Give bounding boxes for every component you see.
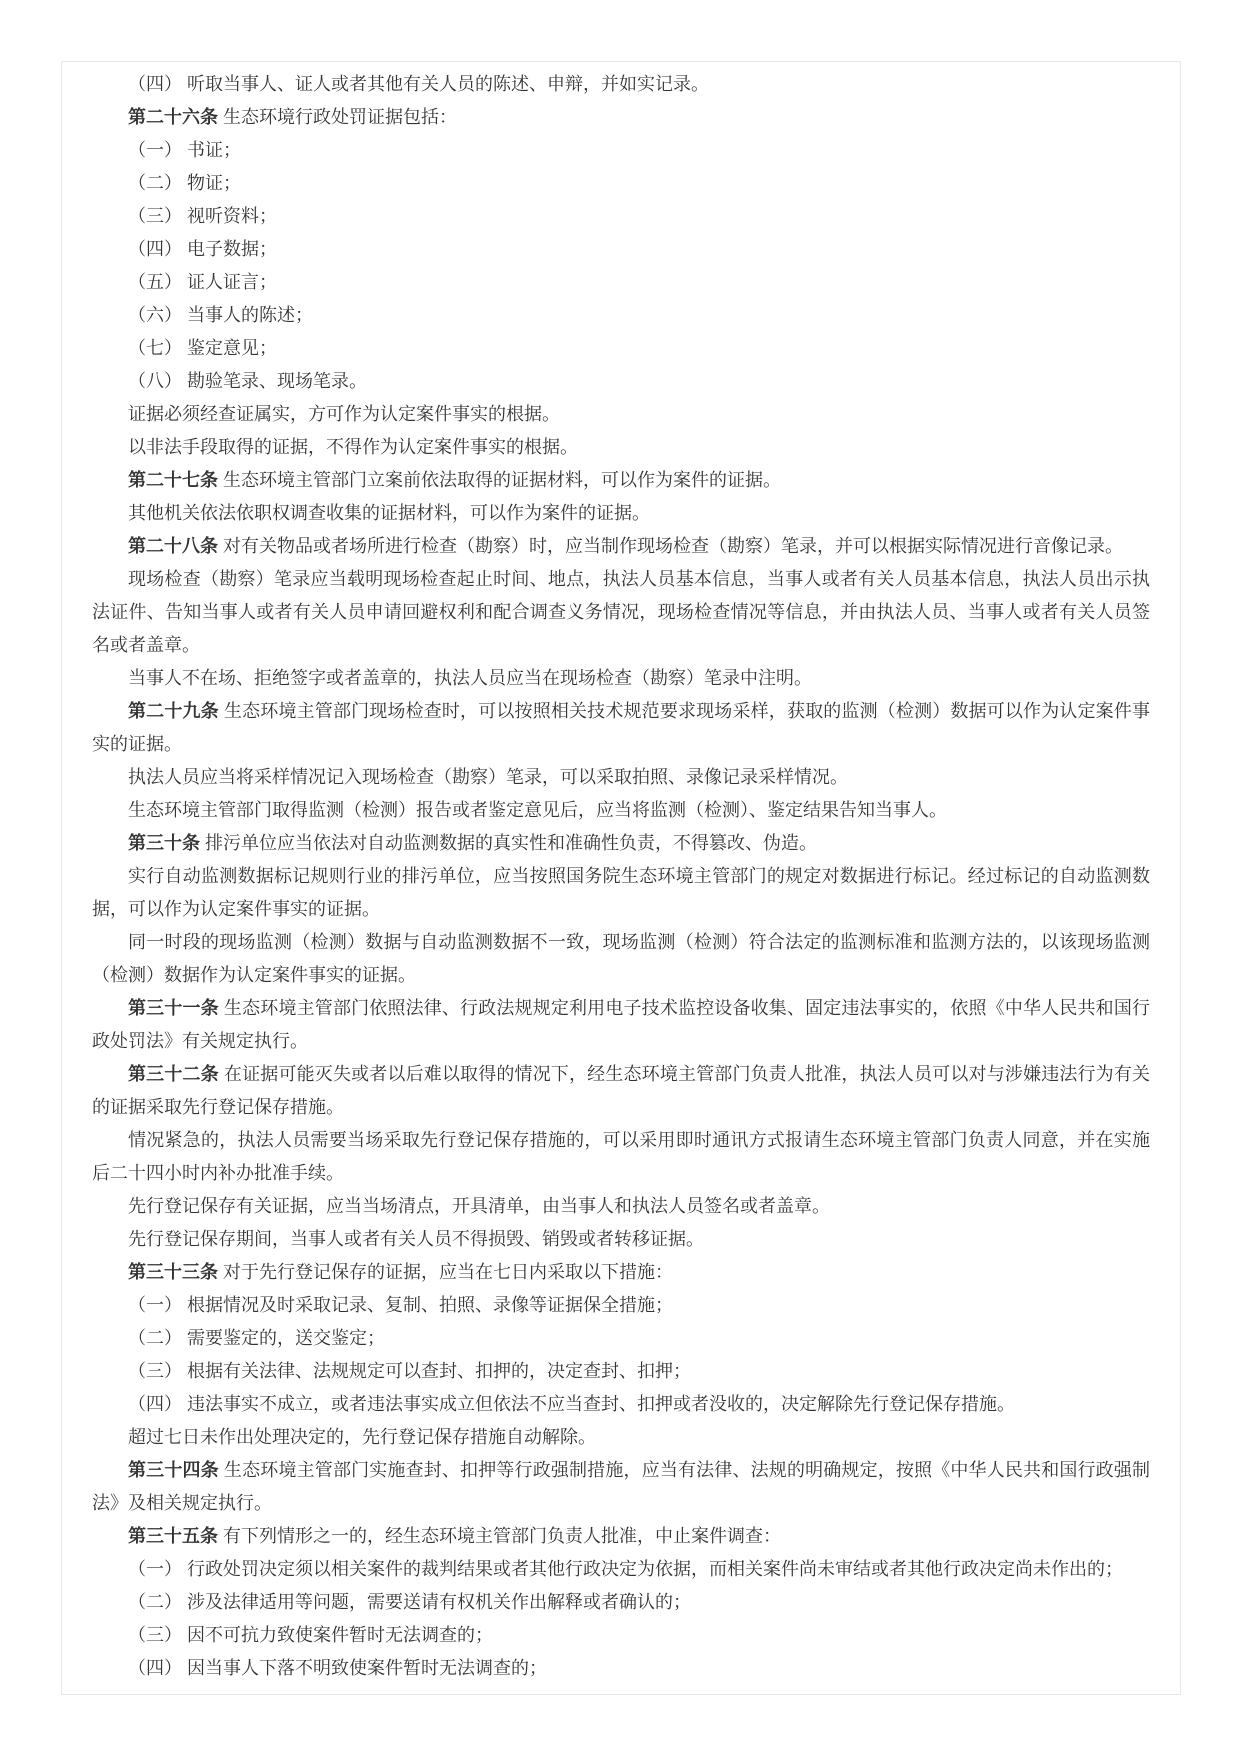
article-number: 第三十五条	[128, 1526, 218, 1546]
paragraph: 当事人不在场、拒绝签字或者盖章的，执法人员应当在现场检查（勘察）笔录中注明。	[128, 668, 812, 688]
article-paragraph: 第三十四条 生态环境主管部门实施查封、扣押等行政强制措施，应当有法律、法规的明确规定，按照《中华人民共和国行政强制法》及相关规定执行。	[92, 1460, 1151, 1513]
paragraph: （二） 物证；	[128, 173, 242, 193]
article-paragraph: 第二十六条 生态环境行政处罚证据包括：	[128, 107, 457, 127]
paragraph: （四） 违法事实不成立，或者违法事实成立但依法不应当查封、扣押或者没收的，决定解除先行登记保存措施。	[128, 1394, 1015, 1414]
article-number: 第二十八条	[128, 536, 218, 556]
paragraph: 实行自动监测数据标记规则行业的排污单位，应当按照国务院生态环境主管部门的规定对数据进行标记。经过标记的自动监测数据，可以作为认定案件事实的证据。	[92, 866, 1150, 919]
article-number: 第三十一条	[128, 998, 219, 1018]
paragraph: 以非法手段取得的证据，不得作为认定案件事实的根据。	[128, 437, 578, 457]
article-number: 第二十九条	[128, 701, 219, 721]
paragraph: 现场检查（勘察）笔录应当载明现场检查起止时间、地点，执法人员基本信息，当事人或者有关人员基本信息，执法人员出示执法证件、告知当事人或者有关人员申请回避权利和配合调查义务情况，现场检查情况等信息，并由执法人员、当事人或者有关人员签名或者盖章。	[92, 569, 1150, 655]
article-number: 第三十三条	[128, 1262, 218, 1282]
document-card	[61, 61, 1181, 1695]
paragraph: （一） 书证；	[128, 140, 242, 160]
article-number: 第三十条	[128, 833, 200, 853]
paragraph: （五） 证人证言；	[128, 272, 278, 292]
article-paragraph: 第三十一条 生态环境主管部门依照法律、行政法规规定利用电子技术监控设备收集、固定违法事实的，依照《中华人民共和国行政处罚法》有关规定执行。	[92, 998, 1151, 1051]
article-paragraph: 第三十二条 在证据可能灭失或者以后难以取得的情况下，经生态环境主管部门负责人批准，执法人员可以对与涉嫌违法行为有关的证据采取先行登记保存措施。	[92, 1064, 1151, 1117]
paragraph: 超过七日未作出处理决定的，先行登记保存措施自动解除。	[128, 1427, 596, 1447]
paragraph: 先行登记保存有关证据，应当当场清点，开具清单，由当事人和执法人员签名或者盖章。	[128, 1196, 830, 1216]
paragraph: （三） 因不可抗力致使案件暂时无法调查的；	[128, 1625, 493, 1645]
paragraph: （四） 因当事人下落不明致使案件暂时无法调查的；	[128, 1658, 547, 1678]
paragraph: （一） 行政处罚决定须以相关案件的裁判结果或者其他行政决定为依据，而相关案件尚未审结或者其他行政决定尚未作出的；	[128, 1559, 1123, 1579]
paragraph: （六） 当事人的陈述；	[128, 305, 313, 325]
article-paragraph: 第三十条 排污单位应当依法对自动监测数据的真实性和准确性负责，不得篡改、伪造。	[128, 833, 817, 853]
paragraph: （二） 需要鉴定的，送交鉴定；	[128, 1328, 385, 1348]
paragraph: （一） 根据情况及时采取记录、复制、拍照、录像等证据保全措施；	[128, 1295, 673, 1315]
paragraph: 其他机关依法依职权调查收集的证据材料，可以作为案件的证据。	[128, 503, 650, 523]
article-number: 第二十六条	[128, 107, 218, 127]
article-paragraph: 第二十九条 生态环境主管部门现场检查时，可以按照相关技术规范要求现场采样，获取的监测（检测）数据可以作为认定案件事实的证据。	[92, 701, 1151, 754]
article-paragraph: 第三十五条 有下列情形之一的，经生态环境主管部门负责人批准，中止案件调查：	[128, 1526, 781, 1546]
paragraph: （三） 根据有关法律、法规规定可以查封、扣押的，决定查封、扣押；	[128, 1361, 691, 1381]
article-paragraph: 第三十三条 对于先行登记保存的证据，应当在七日内采取以下措施：	[128, 1262, 673, 1282]
article-paragraph: 第二十八条 对有关物品或者场所进行检查（勘察）时，应当制作现场检查（勘察）笔录，并可以根据实际情况进行音像记录。	[128, 536, 1123, 556]
paragraph: 同一时段的现场监测（检测）数据与自动监测数据不一致，现场监测（检测）符合法定的监测标准和监测方法的，以该现场监测（检测）数据作为认定案件事实的证据。	[92, 932, 1150, 985]
paragraph: 情况紧急的，执法人员需要当场采取先行登记保存措施的，可以采用即时通讯方式报请生态环境主管部门负责人同意，并在实施后二十四小时内补办批准手续。	[92, 1130, 1150, 1183]
paragraph: 生态环境主管部门取得监测（检测）报告或者鉴定意见后，应当将监测（检测）、鉴定结果告知当事人。	[128, 800, 947, 820]
paragraph: 证据必须经查证属实，方可作为认定案件事实的根据。	[128, 404, 560, 424]
paragraph: （四） 电子数据；	[128, 239, 278, 259]
paragraph: 先行登记保存期间，当事人或者有关人员不得损毁、销毁或者转移证据。	[128, 1229, 704, 1249]
article-number: 第三十二条	[128, 1064, 219, 1084]
article-number: 第三十四条	[128, 1460, 219, 1480]
article-paragraph: 第二十七条 生态环境主管部门立案前依法取得的证据材料，可以作为案件的证据。	[128, 470, 781, 490]
paragraph: （八） 勘验笔录、现场笔录。	[128, 371, 367, 391]
paragraph: （四） 听取当事人、证人或者其他有关人员的陈述、申辩，并如实记录。	[128, 74, 709, 94]
paragraph: （七） 鉴定意见；	[128, 338, 278, 358]
article-number: 第二十七条	[128, 470, 218, 490]
paragraph: 执法人员应当将采样情况记入现场检查（勘察）笔录，可以采取拍照、录像记录采样情况。	[128, 767, 848, 787]
paragraph: （三） 视听资料；	[128, 206, 278, 226]
paragraph: （二） 涉及法律适用等问题，需要送请有权机关作出解释或者确认的；	[128, 1592, 691, 1612]
